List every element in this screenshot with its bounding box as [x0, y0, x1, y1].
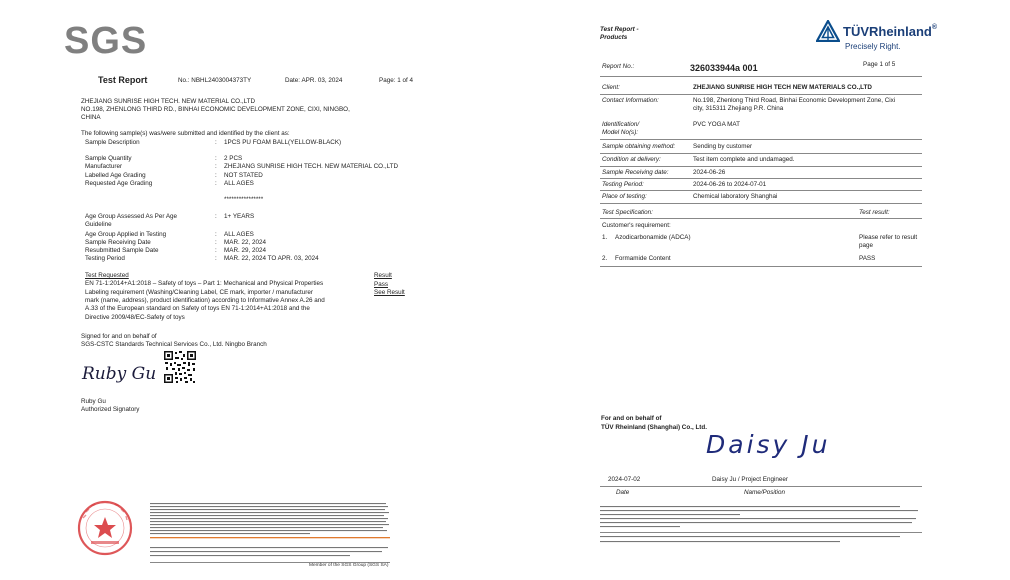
intro-text: The following sample(s) was/were submitted and identified by the client as: — [81, 130, 290, 137]
field-label: Sample Description — [85, 139, 140, 146]
field-value: NOT STATED — [224, 172, 263, 179]
test-line: A.33 of the European standard on Safety of toys EN 71-1:2014+A1:2018 and the — [85, 305, 310, 312]
field-label-model: Model No(s): — [602, 129, 639, 136]
tuv-logo-text — [843, 24, 937, 39]
report-no-value: 326033944a 001 — [690, 63, 758, 73]
report-title: Test Report — [98, 75, 148, 85]
test-number: 1. — [602, 234, 608, 241]
sign-date: 2024-07-02 — [608, 476, 641, 483]
field-label-testing-period: Testing Period: — [602, 181, 644, 188]
divider — [600, 153, 922, 154]
field-colon: : — [215, 239, 217, 246]
name-position-label: Name/Position — [744, 489, 785, 496]
field-value-contact-cont: city, 315311 Zhejiang P.R. China — [693, 105, 784, 112]
divider — [600, 190, 922, 191]
test-requested-heading: Test Requested — [85, 272, 129, 279]
test-line: Directive 2009/48/EC-Safety of toys — [85, 314, 185, 321]
field-label: Manufacturer — [85, 163, 123, 170]
field-label: Age Group Applied in Testing — [85, 231, 167, 238]
signer-title: Authorized Signatory — [81, 406, 140, 413]
test-name: Formamide Content — [615, 255, 671, 262]
field-label: Requested Age Grading — [85, 180, 153, 187]
test-number: 2. — [602, 255, 608, 262]
sgs-logo: SGS — [64, 20, 148, 62]
field-value: 1+ YEARS — [224, 213, 255, 220]
signature-ruby-gu: Ruby Gu — [82, 364, 157, 384]
field-value: ALL AGES — [224, 180, 254, 187]
header-subtitle: Products — [600, 34, 628, 41]
separator-stars: **************** — [224, 196, 264, 203]
date-label: Date — [616, 489, 630, 496]
report-number: No.: NBHL2403004373TY — [178, 77, 252, 84]
test-name: Azodicarbonamide (ADCA) — [615, 234, 691, 241]
footer-member: Member of the SGS Group (SGS SA) — [309, 563, 389, 568]
field-colon: : — [215, 180, 217, 187]
field-label: Labelled Age Grading — [85, 172, 146, 179]
field-colon: : — [215, 155, 217, 162]
field-value-contact: No.198, Zhenlong Third Road, Binhai Economic Development Zone, Cixi — [693, 97, 896, 104]
field-label-contact: Contact Information: — [602, 97, 659, 104]
report-date: Date: APR. 03, 2024 — [285, 77, 343, 84]
test-line: Labeling requirement (Washing/Cleaning Label, CE mark, importer / manufacturer — [85, 289, 313, 296]
field-label: Testing Period — [85, 255, 125, 262]
report-no-label: Report No.: — [602, 63, 635, 70]
field-value: MAR. 22, 2024 TO APR. 03, 2024 — [224, 255, 319, 262]
result-label: Test result: — [859, 209, 890, 216]
divider — [600, 139, 922, 140]
footer-rule — [600, 532, 922, 533]
test-result: PASS — [859, 255, 876, 262]
field-value: ALL AGES — [224, 231, 254, 238]
divider — [600, 266, 922, 267]
field-label: Resubmitted Sample Date — [85, 247, 159, 254]
page-number: Page: 1 of 4 — [379, 77, 413, 84]
field-colon: : — [215, 231, 217, 238]
divider — [600, 94, 922, 95]
field-value: 1PCS PU FOAM BALL(YELLOW-BLACK) — [224, 139, 342, 146]
test-line: EN 71-1:2014+A1:2018 – Safety of toys – Part 1: Mechanical and Physical Properties — [85, 280, 324, 287]
field-label-cont: Guideline — [85, 221, 112, 228]
field-value: 2 PCS — [224, 155, 243, 162]
company-seal-stamp — [77, 500, 133, 556]
company-line-1: ZHEJIANG SUNRISE HIGH TECH. NEW MATERIAL CO.,LTD — [81, 98, 255, 105]
page-number: Page 1 of 5 — [863, 61, 896, 68]
result-see-result: See Result — [374, 289, 405, 296]
header-title: Test Report - — [600, 26, 639, 33]
field-value-obtaining: Sending by customer — [693, 143, 753, 150]
field-colon: : — [215, 172, 217, 179]
field-label: Age Group Assessed As Per Age — [85, 213, 178, 220]
address-fine-print — [600, 535, 922, 549]
tuv-logo-wordmark: TÜVRheinland — [843, 24, 932, 39]
field-colon: : — [215, 213, 217, 220]
test-result-cont: page — [859, 242, 874, 249]
field-label-condition: Condition at delivery: — [602, 156, 661, 163]
for-behalf: For and on behalf of — [601, 415, 662, 422]
divider — [600, 178, 922, 179]
field-value-client: ZHEJIANG SUNRISE HIGH TECH NEW MATERIALS CO.,LTD — [693, 84, 872, 91]
test-line: mark (name, address), product identification) according to Informative Annex A.26 and — [85, 297, 325, 304]
qr-code — [163, 350, 197, 384]
field-value-condition: Test item complete and undamaged. — [693, 156, 795, 163]
field-label-identification: Identification/ — [602, 121, 640, 128]
legal-fine-print — [600, 505, 922, 529]
field-colon: : — [215, 255, 217, 262]
registered-mark: ® — [931, 24, 938, 31]
company-line-3: CHINA — [81, 114, 101, 121]
field-value-place: Chemical laboratory Shanghai — [693, 193, 778, 200]
field-colon: : — [215, 247, 217, 254]
field-value: MAR. 29, 2024 — [224, 247, 267, 254]
field-label-receiving: Sample Receiving date: — [602, 169, 669, 176]
divider — [600, 218, 922, 219]
field-value: MAR. 22, 2024 — [224, 239, 267, 246]
field-colon: : — [215, 163, 217, 170]
divider — [600, 203, 922, 204]
signature-daisy-ju: Daisy Ju — [706, 430, 831, 459]
organization: TÜV Rheinland (Shanghai) Co., Ltd. — [601, 424, 707, 431]
field-value-testing-period: 2024-06-26 to 2024-07-01 — [693, 181, 767, 188]
legal-fine-print — [150, 503, 390, 543]
field-label-client: Client: — [602, 84, 620, 91]
field-value: ZHEJIANG SUNRISE HIGH TECH. NEW MATERIAL CO.,LTD — [224, 163, 398, 170]
field-value-receiving: 2024-06-26 — [693, 169, 726, 176]
result-pass: Pass — [374, 281, 388, 288]
field-label: Sample Receiving Date — [85, 239, 151, 246]
spec-label: Test Specification: — [602, 209, 653, 216]
signer-name-position: Daisy Ju / Project Engineer — [712, 476, 788, 483]
signature-line — [600, 486, 922, 487]
customer-requirement: Customer's requirement: — [602, 222, 671, 229]
signer-name: Ruby Gu — [81, 398, 106, 405]
tuv-tagline: Precisely Right. — [845, 42, 901, 51]
tuv-triangle-icon — [816, 20, 840, 42]
signed-org: SGS-CSTC Standards Technical Services Co., Ltd. Ningbo Branch — [81, 341, 267, 348]
field-colon: : — [215, 139, 217, 146]
signed-for: Signed for and on behalf of — [81, 333, 157, 340]
field-label-place: Place of testing: — [602, 193, 647, 200]
result-heading: Result — [374, 272, 392, 279]
field-value-identification: PVC YOGA MAT — [693, 121, 741, 128]
test-result: Please refer to result — [859, 234, 918, 241]
divider — [600, 166, 922, 167]
company-line-2: NO.198, ZHENLONG THIRD RD., BINHAI ECONOMIC DEVELOPMENT ZONE, CIXI, NINGBO, — [81, 106, 350, 113]
divider — [600, 76, 922, 77]
field-label: Sample Quantity — [85, 155, 132, 162]
field-label-obtaining: Sample obtaining method: — [602, 143, 676, 150]
